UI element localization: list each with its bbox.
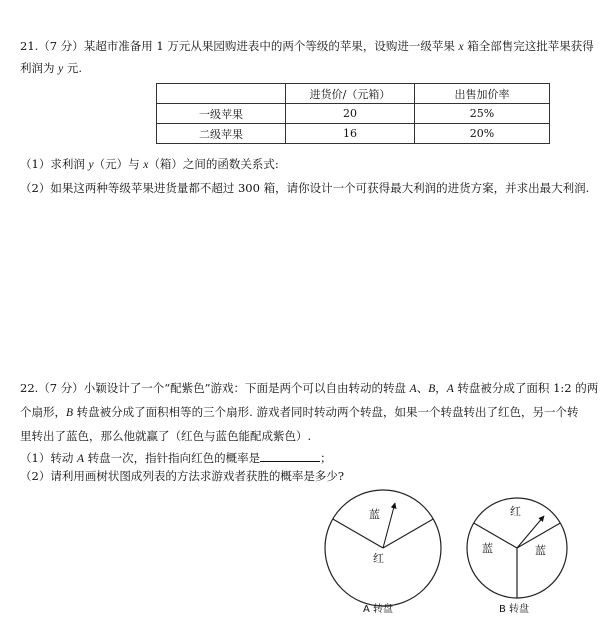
- table-cell: 16: [286, 124, 415, 144]
- table-cell: 20: [286, 104, 415, 124]
- spinner-a-pointer: [383, 503, 395, 548]
- q22-sub1: （1）转动 A 转盘一次，指针指向红色的概率是 ；: [20, 451, 332, 465]
- q21-sub2: （2）如果这两种等级苹果进货量都不超过 300 箱，请你设计一个可获得最大利润的进货方案，并求出最大利润.: [20, 181, 590, 195]
- table-header-cell: 进货价/（元箱）: [286, 84, 415, 104]
- spinner-b-red-label: 红: [510, 505, 521, 518]
- spinner-a-red-label: 红: [373, 552, 384, 565]
- q21-line2: 利润为 y 元.: [20, 61, 83, 75]
- q22-line1: 22.（7 分）小颖设计了一个“配紫色”游戏：下面是两个可以自由转动的转盘 A、B，A 转盘被分成了面积 1:2 的两: [20, 381, 599, 395]
- table-cell: 一级苹果: [157, 104, 286, 124]
- table-cell: 25%: [415, 104, 550, 124]
- spinner-b-divider: [474, 523, 517, 548]
- q21-sub1: （1）求利润 y（元）与 x（箱）之间的函数关系式:: [20, 157, 279, 171]
- spinner-a-divider: [383, 519, 433, 548]
- spinner-a: [325, 490, 441, 615]
- spinner-a-divider: [333, 519, 383, 548]
- q22-sub2: （2）请利用画树状图成列表的方法求游戏者获胜的概率是多少?: [20, 469, 344, 483]
- q22-line3: 里转出了蓝色，那么他就赢了（红色与蓝色能配成紫色）.: [20, 429, 312, 443]
- spinner-b-blue-label: 蓝: [535, 544, 546, 557]
- q21-line1: 21.（7 分）某超市准备用 1 万元从果园购进表中的两个等级的苹果，设购进一级苹果 x 箱全部售完这批苹果获得: [20, 39, 594, 53]
- table-cell: 二级苹果: [157, 124, 286, 144]
- spinner-a-caption: A 转盘: [363, 604, 394, 615]
- q22-line2: 个扇形，B 转盘被分成了面积相等的三个扇形. 游戏者同时转动两个转盘，如果一个转盘转出了红色，另一个转: [20, 405, 579, 419]
- table-cell: 20%: [415, 124, 550, 144]
- spinner-b-caption: B 转盘: [499, 604, 530, 615]
- spinner-a-blue-label: 蓝: [369, 508, 380, 521]
- spinner-b-blue-label: 蓝: [482, 542, 493, 555]
- spinner-b: [467, 498, 567, 615]
- table-header-cell: 出售加价率: [415, 84, 550, 104]
